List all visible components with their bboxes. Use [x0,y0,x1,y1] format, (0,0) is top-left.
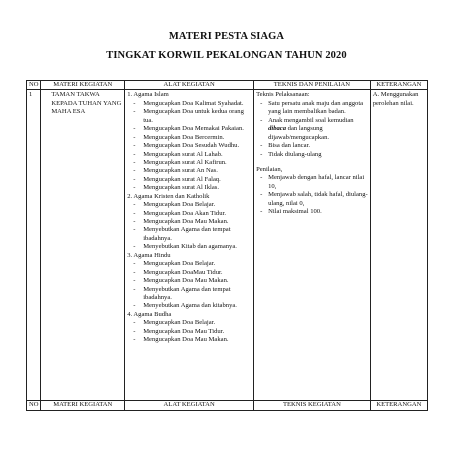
list-item: - Mengucapkan Doa Bercermin. [127,134,251,142]
list-item: - Menjawab dengan hafal, lancar nilai 10, [256,174,368,191]
spacer [256,159,368,166]
footer-alat: ALAT KEGIATAN [125,401,254,410]
list-item: - Menyebutkan Agama dan kitabnya. [127,302,251,310]
list-item: - Menyebutkan Agama dan tempat ibadahnya. [127,286,251,303]
teknis-cell [254,90,371,401]
list-item: - Mengucapkan surat Al Kafirun. [127,159,251,167]
row-number: 1 [27,90,41,401]
list-item: - Mengucapkan Doa Mau Tidur. [127,328,251,336]
list-item: - Mengucapkan Doa Sesudah Wudhu. [127,142,251,150]
penilaian-list [256,174,368,216]
table-footer-row [27,401,428,410]
footer-keterangan: KETERANGAN [370,401,427,410]
keterangan-cell: A. Menggunakan perolehan nilai. [370,90,427,401]
list-item: - Menjawab salah, tidak hafal, diulang-ulang, nilai 0, [256,191,368,208]
section-heading: 2. Agama Kristen dan Katholik [127,192,210,200]
section-heading: 1. Agama Islam [127,91,169,99]
header-materi: MATERI KEGIATAN [41,81,125,90]
list-item: - Bisa dan lancar. [256,142,368,150]
header-alat: ALAT KEGIATAN [125,81,254,90]
section-heading: 4. Agama Budha [127,310,172,318]
materi-cell: TAMAN TAKWA KEPADA TUHAN YANG MAHA ESA [41,90,125,401]
list-item: - Tidak diulang-ulang [256,151,368,159]
list-item: - Mengucapkan Doa Mau Makan. [127,277,251,285]
list-item: - Mengucapkan Doa Akan Tidur. [127,210,251,218]
list-item: - Satu persatu anak maju dan anggota yang lain membalikan badan. [256,100,368,117]
footer-materi: MATERI KEGIATAN [41,401,125,410]
document-subtitle: TINGKAT KORWIL PEKALONGAN TAHUN 2020 [106,50,347,61]
table-row [27,90,428,401]
section-list [127,201,251,252]
teknis-heading: Teknis Pelaksanaan: [256,91,310,99]
list-item: - Mengucapkan Doa untuk kedua orang tua. [127,108,251,125]
list-item: - Mengucapkan Doa Mau Makan. [127,336,251,344]
list-item: - Mengucapkan Doa Kalimat Syahadat. [127,100,251,108]
footer-teknis: TEKNIS KEGIATAN [254,401,371,410]
teknis-list [256,100,368,159]
section-list [127,100,251,193]
penilaian-heading: Penilaian, [256,165,283,173]
list-item: - Mengucapkan surat Al Falaq. [127,176,251,184]
alat-cell [125,90,254,401]
text: dan langsung dijawab/mengucapkan. [268,125,330,141]
list-item [256,117,368,142]
list-item: - Menyebutkan Agama dan tempat ibadahnya. [127,226,251,243]
materi-table [26,80,428,411]
section-list [127,260,251,311]
document-title: MATERI PESTA SIAGA [168,31,285,42]
list-item: - Mengucapkan Doa Belajar. [127,319,251,327]
header-no: NO [27,81,41,90]
header-keterangan: KETERANGAN [370,81,427,90]
alat-sections [127,91,251,344]
list-item: - Mengucapkan Doa Memakai Pakaian. [127,125,251,133]
footer-no: NO [27,401,41,410]
list-item: - Menyebutkan Kitab dan agamanya. [127,243,251,251]
list-item: - Nilai maksimal 100. [256,208,368,216]
list-item: - Mengucapkan surat Al Iklas. [127,184,251,192]
table-header-row [27,81,428,90]
list-item: - Mengucapkan Doa Belajar. [127,260,251,268]
list-item: - Mengucapkan DoaMau Tidur. [127,269,251,277]
text: Anak mengambil soal kemudian [268,116,354,124]
header-teknis: TEKNIS DAN PENILAIAN [254,81,371,90]
list-item: - Mengucapkan Doa Mau Makan. [127,218,251,226]
section-heading: 3. Agama Hindu [127,251,171,259]
list-item: - Mengucapkan surat An Nas. [127,167,251,175]
section-list [127,319,251,344]
list-item: - Mengucapkan Doa Belajar. [127,201,251,209]
list-item: - Mengucapkan surat Al Lahab. [127,151,251,159]
emphasis-text: dibaca [268,125,287,133]
